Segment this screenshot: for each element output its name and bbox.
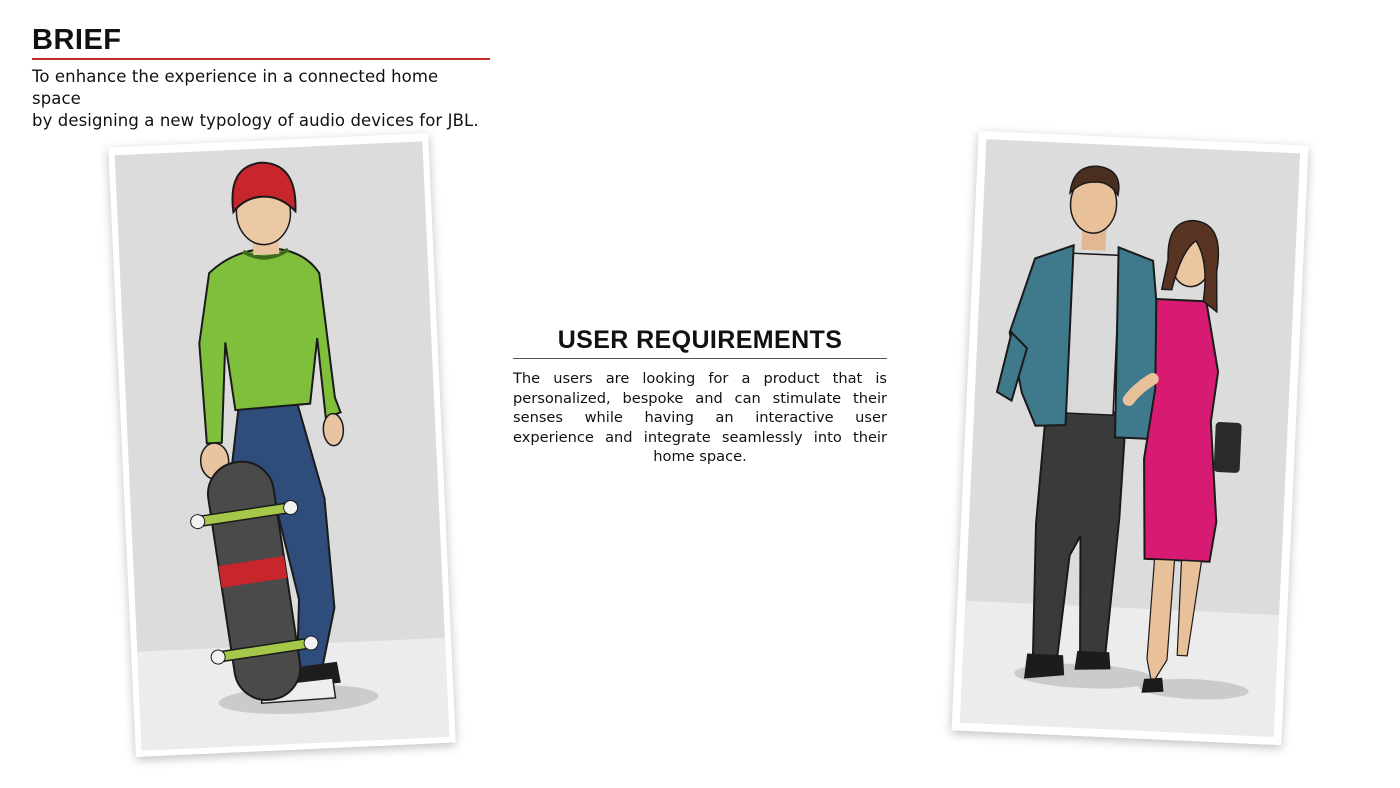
brief-divider	[32, 58, 490, 60]
brief-text-line-2: by designing a new typology of audio devices for JBL.	[32, 111, 479, 130]
brief-section	[32, 22, 492, 132]
brief-title: BRIEF	[32, 24, 122, 56]
user-requirements-text: The users are looking for a product that is personalized, bespoke and can stimulate their senses while having an interactive user experience and integrate seamlessly into their home space.	[513, 370, 887, 465]
brief-text	[32, 66, 492, 132]
user-requirements-divider	[513, 358, 887, 359]
brief-text-line-1: To enhance the experience in a connected home space	[32, 67, 439, 108]
couple-illustration	[952, 131, 1309, 745]
user-requirements-section	[513, 324, 887, 467]
skateboarder-illustration	[108, 133, 455, 757]
user-requirements-title: USER REQUIREMENTS	[557, 326, 843, 354]
